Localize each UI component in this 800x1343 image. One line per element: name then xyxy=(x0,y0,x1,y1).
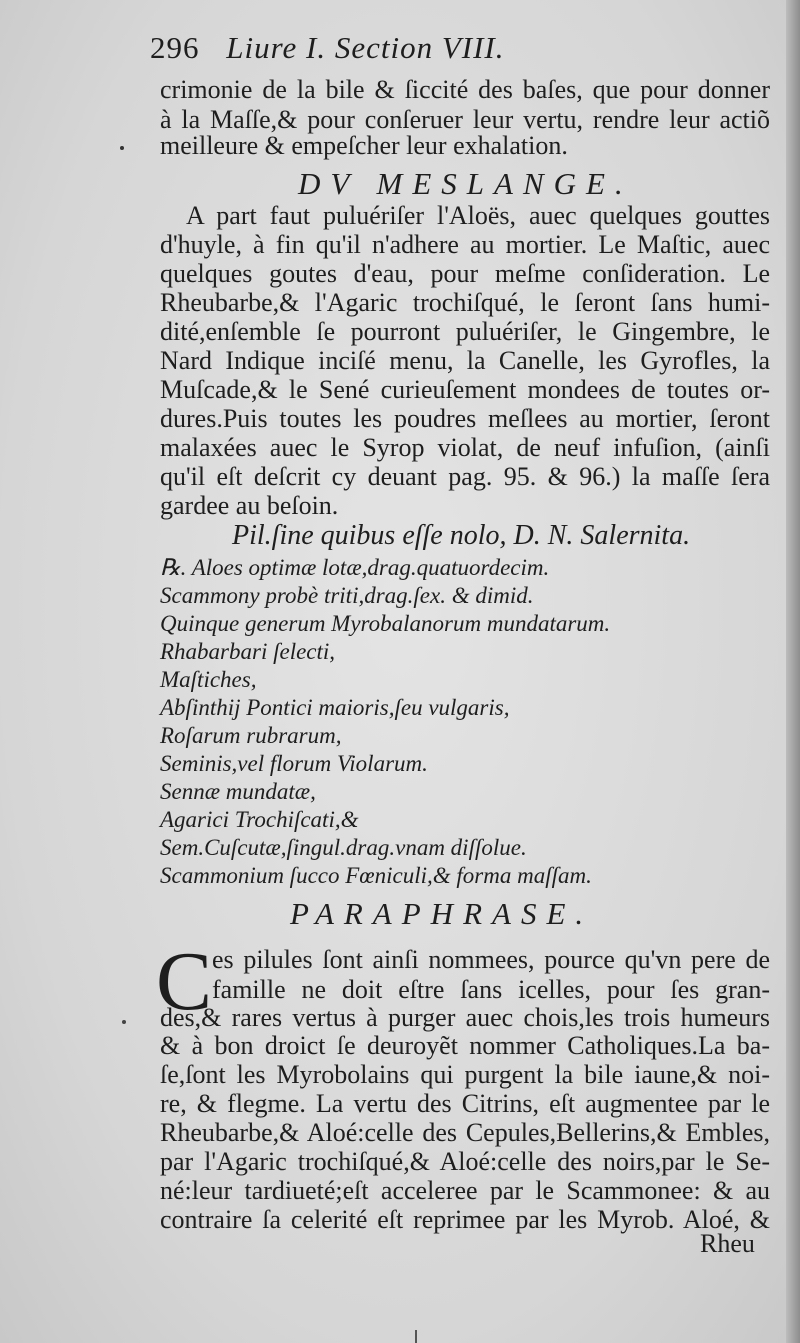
catchword: Rheu xyxy=(700,1229,755,1258)
text-line: qu'il eſt deſcrit cy deuant pag. 95. & 96.) la maſſe ſera xyxy=(160,462,770,491)
recipe-line: Rhabarbari ſelecti, xyxy=(160,639,336,664)
recipe-line: Roſarum rubrarum, xyxy=(160,723,342,748)
section-heading: DV MESLANGE. xyxy=(298,166,633,201)
recipe-line: ℞. Aloes optimæ lotæ,drag.quatuordecim. xyxy=(160,555,550,580)
text-line: quelques goutes d'eau, pour meſme conſideration. Le xyxy=(160,259,770,288)
ink-speck xyxy=(122,1020,126,1024)
running-title: Liure I. Section VIII. xyxy=(226,30,505,65)
text-line: gardee au beſoin. xyxy=(160,491,339,520)
recipe-line: Agarici Trochiſcati,& xyxy=(160,807,359,832)
text-line: ſe,ſont les Myrobolains qui purgent la bile iaune,& noi- xyxy=(160,1060,770,1089)
text-line: Muſcade,& le Sené curieuſement mondees de toutes or- xyxy=(160,375,770,404)
recipe-line: Abſinthij Pontici maioris,ſeu vulgaris, xyxy=(160,695,510,720)
page-gutter-shadow xyxy=(786,0,800,1343)
text-line: Rheubarbe,& l'Agaric trochiſqué, le ſeront ſans humi- xyxy=(160,288,770,317)
ink-speck xyxy=(120,146,124,150)
text-line: Nard Indique inciſé menu, la Canelle, les Gyrofles, la xyxy=(160,346,770,375)
page-number: 296 xyxy=(150,30,200,65)
text-line: dité,enſemble ſe pourront puluériſer, le Gingembre, le xyxy=(160,317,770,346)
text-line: dures.Puis toutes les poudres meſlees au mortier, ſeront xyxy=(160,404,770,433)
text-line: d'huyle, à fin qu'il n'adhere au mortier. Le Maſtic, auec xyxy=(160,230,770,259)
recipe-title: Pil.ſine quibus eſſe nolo, D. N. Salernita. xyxy=(232,520,691,551)
text-line: famille ne doit eſtre ſans icelles, pour ſes gran- xyxy=(212,975,770,1004)
text-line: meilleure & empeſcher leur exhalation. xyxy=(160,131,568,160)
text-line: crimonie de la bile & ſiccité des baſes, que pour donner xyxy=(160,75,770,104)
text-line: malaxées auec le Syrop violat, de neuf infuſion, (ainſi xyxy=(160,433,770,462)
text-line: A part faut puluériſer l'Aloës, auec quelques gouttes xyxy=(186,201,770,230)
text-line: né:leur tardiueté;eſt acceleree par le Scammonee: & au xyxy=(160,1176,770,1205)
recipe-line: Scammony probè triti,drag.ſex. & dimid. xyxy=(160,583,534,608)
text-line: des,& rares vertus à purger auec chois,les trois humeurs xyxy=(160,1003,770,1032)
text-line: contraire ſa celerité eſt reprimee par les Myrob. Aloé, & xyxy=(160,1205,770,1234)
recipe-line: Maſtiches, xyxy=(160,667,257,692)
text-line: es pilules ſont ainſi nommees, pource qu'vn pere de xyxy=(212,945,770,974)
ink-speck xyxy=(415,1330,417,1343)
recipe-line: Sem.Cuſcutæ,ſingul.drag.vnam diſſolue. xyxy=(160,835,527,860)
text-line: par l'Agaric trochiſqué,& Aloé:celle des noirs,par le Se- xyxy=(160,1147,770,1176)
recipe-line: Sennæ mundatæ, xyxy=(160,779,316,804)
section-heading: PARAPHRASE. xyxy=(290,896,594,931)
text-line: re, & flegme. La vertu des Citrins, eſt augmentee par le xyxy=(160,1089,770,1118)
recipe-line: Scammonium ſucco Fœniculi,& forma maſſam. xyxy=(160,863,592,888)
recipe-line: Seminis,vel florum Violarum. xyxy=(160,751,428,776)
running-header xyxy=(150,30,770,66)
text-line: & à bon droict ſe deuroyẽt nommer Catholiques.La ba- xyxy=(160,1031,770,1060)
text-line: à la Maſſe,& pour conſeruer leur vertu, rendre leur actiõ xyxy=(160,105,770,134)
text-line: Rheubarbe,& Aloé:celle des Cepules,Bellerins,& Embles, xyxy=(160,1118,770,1147)
recipe-line: Quinque generum Myrobalanorum mundatarum. xyxy=(160,611,611,636)
drop-cap: C xyxy=(156,935,213,1028)
